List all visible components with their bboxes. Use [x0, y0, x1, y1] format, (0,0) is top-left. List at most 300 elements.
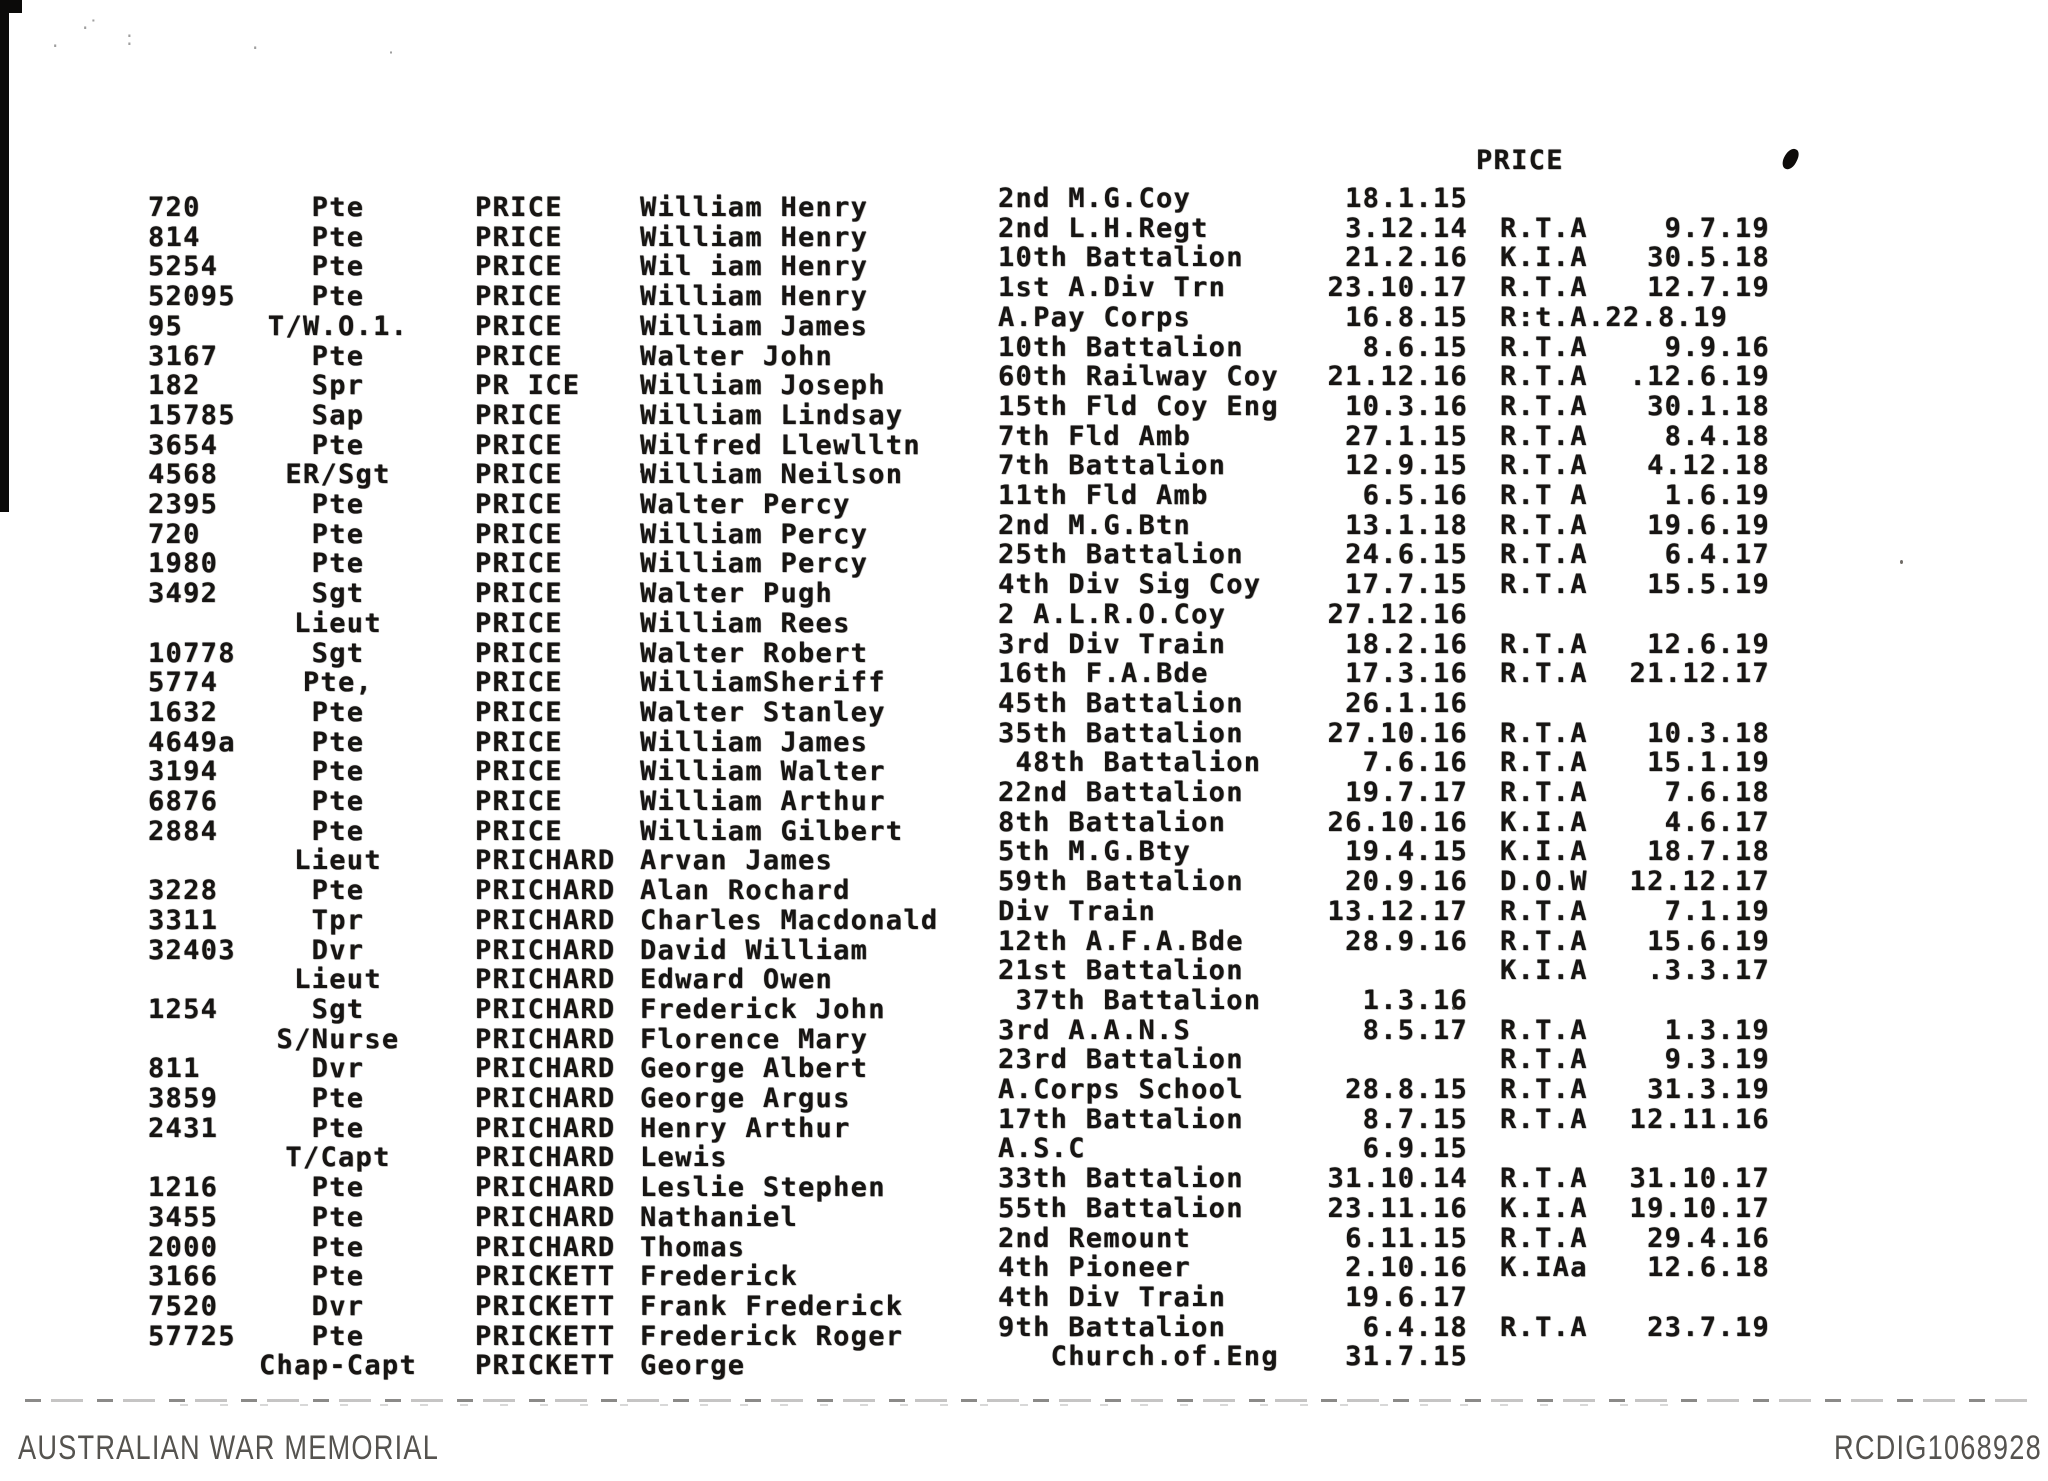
row-service-number: 4649a	[148, 726, 236, 758]
row-unit: 5th M.G.Bty	[998, 836, 1192, 868]
row-rank: Pte	[311, 875, 365, 907]
page-title: PRICE	[1476, 145, 1564, 176]
row-given-names: Lewis	[640, 1142, 728, 1174]
institution-label: AUSTRALIAN WAR MEMORIAL	[18, 1429, 440, 1467]
row-rank: Tpr	[311, 904, 365, 936]
row-embark-date: 6.4.18	[1362, 1311, 1468, 1343]
row-embark-date: 8.6.15	[1362, 331, 1468, 363]
scan-bottom-edge-line	[25, 1399, 2030, 1402]
row-fate-date: 19.6.19	[1647, 509, 1770, 541]
row-fate-date: 18.7.18	[1647, 836, 1770, 868]
scan-edge-corner-mark	[0, 0, 22, 13]
row-surname: PRICE	[475, 696, 563, 728]
row-rank: Dvr	[311, 1053, 365, 1085]
row-fate-date: 31.3.19	[1647, 1074, 1770, 1105]
row-service-number: 5774	[148, 667, 219, 699]
row-embark-date: 21.2.16	[1345, 242, 1468, 274]
row-fate-code: R.T.A	[1500, 628, 1588, 660]
row-surname: PRICE	[475, 310, 563, 342]
row-rank: T/Capt	[285, 1142, 391, 1174]
row-rank: Pte	[311, 281, 365, 313]
row-rank: Pte	[311, 192, 365, 223]
row-embark-date: 13.1.18	[1345, 509, 1468, 541]
row-surname: PRICE	[475, 637, 563, 669]
row-given-names: WilliamSheriff	[640, 667, 886, 699]
row-service-number: 2884	[148, 815, 219, 847]
row-unit: A.Corps School	[998, 1074, 1244, 1105]
row-unit: 23rd Battalion	[998, 1044, 1244, 1076]
row-embark-date: 19.7.17	[1345, 777, 1468, 808]
row-unit: 48th Battalion	[998, 747, 1262, 779]
row-rank: Pte	[311, 786, 365, 817]
row-given-names: William Henry	[640, 221, 869, 253]
row-embark-date: 26.1.16	[1345, 687, 1468, 719]
row-given-names: Henry Arthur	[640, 1112, 851, 1144]
row-fate-date: 1.3.19	[1664, 1014, 1770, 1046]
row-embark-date: 18.1.15	[1345, 183, 1468, 214]
row-surname: PRICHARD	[475, 1172, 616, 1204]
row-surname: PRICHARD	[475, 1112, 616, 1144]
row-service-number: 3228	[148, 875, 219, 907]
scan-bottom-edge-line-faint	[180, 1404, 1680, 1406]
row-rank: Pte	[311, 756, 365, 788]
row-surname: PRICKETT	[475, 1320, 616, 1352]
row-rank: T/W.O.1.	[267, 310, 409, 342]
row-fate-date: 30.5.18	[1647, 242, 1770, 274]
row-unit: 2 A.L.R.O.Coy	[998, 598, 1227, 630]
row-fate-code: R.T.A	[1500, 895, 1588, 927]
row-rank: Pte	[311, 429, 365, 461]
row-fate-code: D.O.W	[1500, 866, 1588, 898]
row-fate-code: R.T.A	[1500, 569, 1588, 601]
row-rank: Lieut	[294, 607, 382, 639]
row-given-names: Nathaniel	[640, 1201, 798, 1233]
row-given-names: Frank Frederick	[640, 1290, 904, 1322]
row-fate-code: K.I.A	[1500, 1192, 1588, 1224]
row-given-names: Thomas	[640, 1231, 746, 1263]
row-rank: Chap-Capt	[259, 1350, 417, 1382]
row-given-names: William Lindsay	[640, 399, 904, 431]
row-rank: Pte	[311, 1320, 365, 1352]
row-fate-date: 8.4.18	[1664, 420, 1770, 452]
row-fate-date: 7.6.18	[1664, 777, 1770, 808]
row-fate-date: 23.7.19	[1647, 1311, 1770, 1343]
table-row	[0, 1341, 2048, 1382]
row-unit: 12th A.F.A.Bde	[998, 925, 1244, 957]
row-surname: PRICE	[475, 756, 563, 788]
row-surname: PRICE	[475, 786, 563, 817]
row-unit: 25th Battalion	[998, 539, 1244, 571]
row-unit: 37th Battalion	[998, 984, 1262, 1016]
row-fate-code: R.T.A	[1500, 539, 1588, 571]
row-given-names: William Henry	[640, 281, 869, 313]
row-service-number: 182	[148, 370, 201, 402]
row-service-number: 1632	[148, 696, 219, 728]
row-unit: 2nd M.G.Btn	[998, 509, 1192, 541]
row-fate-code: R.T.A	[1500, 717, 1588, 749]
row-surname: PRICHARD	[475, 1201, 616, 1233]
row-service-number: 95	[148, 310, 184, 342]
row-given-names: William Gilbert	[640, 815, 904, 847]
row-service-number: 32403	[148, 934, 236, 966]
row-rank: Dvr	[311, 1290, 365, 1322]
pencil-mark: ·	[252, 36, 259, 60]
row-given-names: Frederick Roger	[640, 1320, 904, 1352]
row-service-number: 5254	[148, 251, 219, 283]
row-service-number: 720	[148, 518, 201, 550]
row-unit: 45th Battalion	[998, 687, 1244, 719]
row-given-names: George Argus	[640, 1083, 851, 1114]
row-given-names: Florence Mary	[640, 1023, 869, 1055]
row-embark-date: 27.1.15	[1345, 420, 1468, 452]
row-fate-date: 12.6.19	[1647, 628, 1770, 660]
row-fate-date: 7.1.19	[1664, 895, 1770, 927]
row-service-number: 10778	[148, 637, 236, 669]
row-fate-date: 9.9.16	[1664, 331, 1770, 363]
row-given-names: William Arthur	[640, 786, 886, 817]
row-rank: Sgt	[311, 637, 365, 669]
row-surname: PR ICE	[475, 370, 581, 402]
pencil-mark: :	[126, 26, 133, 50]
row-service-number: 1980	[148, 548, 219, 580]
row-service-number: 52095	[148, 281, 236, 313]
row-unit: Church.of.Eng	[998, 1341, 1279, 1373]
row-given-names: William Percy	[640, 518, 869, 550]
row-rank: Pte,	[302, 667, 374, 699]
row-unit: A.Pay Corps	[998, 301, 1192, 333]
row-unit: Div Train	[998, 895, 1156, 927]
row-fate-code: R.T.A	[1500, 777, 1588, 808]
row-surname: PRICE	[475, 726, 563, 758]
row-given-names: Alan Rochard	[640, 875, 851, 907]
row-given-names: Wilfred Llewlltn	[640, 429, 921, 461]
row-fate-code: R.T A	[1500, 480, 1588, 511]
row-surname: PRICHARD	[475, 1053, 616, 1085]
row-service-number: 3167	[148, 340, 219, 372]
row-rank: Pte	[311, 221, 365, 253]
row-surname: PRICE	[475, 489, 563, 520]
row-rank: Lieut	[294, 845, 382, 877]
row-service-number: 3492	[148, 578, 219, 610]
row-surname: PRICE	[475, 221, 563, 253]
row-rank: ER/Sgt	[285, 459, 391, 491]
row-unit: 17th Battalion	[998, 1103, 1244, 1135]
row-surname: PRICHARD	[475, 1231, 616, 1263]
row-given-names: David William	[640, 934, 869, 966]
row-embark-date: 23.11.16	[1327, 1192, 1468, 1224]
row-rank: Sap	[311, 399, 365, 431]
row-unit: 2nd M.G.Coy	[998, 183, 1192, 214]
row-service-number: 3654	[148, 429, 219, 461]
row-unit: 60th Railway Coy	[998, 361, 1279, 393]
row-unit: 22nd Battalion	[998, 777, 1244, 808]
row-surname: PRICHARD	[475, 934, 616, 966]
row-fate-code: K.IAa	[1500, 1252, 1588, 1284]
row-embark-date: 13.12.17	[1327, 895, 1468, 927]
row-rank: Lieut	[294, 964, 382, 996]
row-unit: 3rd A.A.N.S	[998, 1014, 1192, 1046]
row-fate-date: 12.12.17	[1629, 866, 1770, 898]
row-unit: 4th Pioneer	[998, 1252, 1192, 1284]
row-given-names: William Percy	[640, 548, 869, 580]
row-unit: 2nd L.H.Regt	[998, 212, 1209, 244]
row-surname: PRICE	[475, 548, 563, 580]
row-unit: 3rd Div Train	[998, 628, 1227, 660]
row-embark-date: 7.6.16	[1362, 747, 1468, 779]
row-rank: Pte	[311, 1172, 365, 1204]
row-fate-code: R.T.A	[1500, 361, 1588, 393]
row-given-names: Edward Owen	[640, 964, 834, 996]
row-embark-date: 2.10.16	[1345, 1252, 1468, 1284]
row-fate-code: R.T.A	[1500, 1074, 1588, 1105]
row-service-number: 2000	[148, 1231, 219, 1263]
row-service-number: 2431	[148, 1112, 219, 1144]
row-unit: 2nd Remount	[998, 1222, 1192, 1254]
row-surname: PRICE	[475, 607, 563, 639]
row-surname: PRICE	[475, 518, 563, 550]
row-service-number: 3194	[148, 756, 219, 788]
row-fate-code: R.T.A	[1500, 272, 1588, 304]
row-embark-date: 16.8.15	[1345, 301, 1468, 333]
row-fate-code: R.T.A	[1500, 212, 1588, 244]
row-fate-code: R.T.A	[1500, 1044, 1588, 1076]
row-surname: PRICE	[475, 429, 563, 461]
row-given-names: Wil iam Henry	[640, 251, 869, 283]
row-given-names: George Albert	[640, 1053, 869, 1085]
row-fate-date: 10.3.18	[1647, 717, 1770, 749]
ink-blot-mark	[1780, 146, 1801, 171]
row-unit: 10th Battalion	[998, 331, 1244, 363]
row-given-names: Walter Percy	[640, 489, 851, 520]
row-embark-date: 31.7.15	[1345, 1341, 1468, 1373]
row-fate-code: R.T.A	[1500, 390, 1588, 422]
row-service-number: 3859	[148, 1083, 219, 1114]
row-surname: PRICHARD	[475, 1023, 616, 1055]
row-service-number: 720	[148, 192, 201, 223]
row-service-number: 1216	[148, 1172, 219, 1204]
row-surname: PRICE	[475, 251, 563, 283]
row-service-number: 3311	[148, 904, 219, 936]
row-embark-date: 28.9.16	[1345, 925, 1468, 957]
row-surname: PRICE	[475, 340, 563, 372]
row-embark-date: 19.4.15	[1345, 836, 1468, 868]
pencil-mark: ˙	[386, 48, 396, 72]
row-unit: 21st Battalion	[998, 955, 1244, 987]
row-unit: 10th Battalion	[998, 242, 1244, 274]
row-service-number: 2395	[148, 489, 219, 520]
row-embark-date: 8.7.15	[1362, 1103, 1468, 1135]
row-embark-date: 26.10.16	[1327, 806, 1468, 838]
row-fate-date: 31.10.17	[1629, 1163, 1770, 1195]
row-surname: PRICE	[475, 281, 563, 313]
row-rank: Pte	[311, 1261, 365, 1293]
row-fate-date: 15.5.19	[1647, 569, 1770, 601]
row-fate-code: R.T.A	[1500, 331, 1588, 363]
row-rank: S/Nurse	[276, 1023, 400, 1055]
row-embark-date: 23.10.17	[1327, 272, 1468, 304]
row-fate-date: 29.4.16	[1647, 1222, 1770, 1254]
row-rank: Pte	[311, 251, 365, 283]
row-given-names: William Henry	[640, 192, 869, 223]
row-unit: 8th Battalion	[998, 806, 1227, 838]
row-surname: PRICE	[475, 667, 563, 699]
row-fate-code: R.T.A	[1500, 1163, 1588, 1195]
row-embark-date: 27.10.16	[1327, 717, 1468, 749]
row-embark-date: 24.6.15	[1345, 539, 1468, 571]
row-given-names: Walter Stanley	[640, 696, 886, 728]
row-fate-date: 30.1.18	[1647, 390, 1770, 422]
row-fate-date: 15.6.19	[1647, 925, 1770, 957]
row-service-number: 811	[148, 1053, 201, 1085]
row-rank: Pte	[311, 1083, 365, 1114]
row-service-number: 6876	[148, 786, 219, 817]
row-surname: PRICE	[475, 192, 563, 223]
row-embark-date: 19.6.17	[1345, 1281, 1468, 1313]
row-unit: 35th Battalion	[998, 717, 1244, 749]
row-service-number: 57725	[148, 1320, 236, 1352]
row-rank: Sgt	[311, 993, 365, 1025]
row-surname: PRICE	[475, 459, 563, 491]
row-rank: Pte	[311, 1201, 365, 1233]
row-unit: 16th F.A.Bde	[998, 658, 1209, 690]
row-rank: Pte	[311, 696, 365, 728]
row-rank: Pte	[311, 548, 365, 580]
row-fate-date: .12.6.19	[1629, 361, 1770, 393]
row-surname: PRICE	[475, 578, 563, 610]
row-rank: Pte	[311, 489, 365, 520]
row-embark-date: 17.3.16	[1345, 658, 1468, 690]
row-given-names: Frederick John	[640, 993, 886, 1025]
row-surname: PRICHARD	[475, 1083, 616, 1114]
row-embark-date: 12.9.15	[1345, 450, 1468, 482]
row-rank: Spr	[311, 370, 365, 402]
row-embark-date: 6.9.15	[1362, 1133, 1468, 1165]
row-given-names: Walter Robert	[640, 637, 869, 669]
row-fate-date: 12.11.16	[1629, 1103, 1770, 1135]
row-given-names: Walter Pugh	[640, 578, 834, 610]
row-given-names: William Rees	[640, 607, 851, 639]
row-fate-code: K.I.A	[1500, 955, 1588, 987]
row-given-names: William Joseph	[640, 370, 886, 402]
row-fate-date: 12.7.19	[1647, 272, 1770, 304]
row-surname: PRICKETT	[475, 1261, 616, 1293]
row-service-number: 7520	[148, 1290, 219, 1322]
row-surname: PRICKETT	[475, 1290, 616, 1322]
row-given-names: Charles Macdonald	[640, 904, 939, 936]
row-rank: Sgt	[311, 578, 365, 610]
row-given-names: Arvan James	[640, 845, 834, 877]
row-given-names: George	[640, 1350, 746, 1382]
row-embark-date: 21.12.16	[1327, 361, 1468, 393]
row-embark-date: 10.3.16	[1345, 390, 1468, 422]
row-fate-code: K.I.A	[1500, 242, 1588, 274]
row-unit: 4th Div Train	[998, 1281, 1227, 1313]
row-surname: PRICHARD	[475, 993, 616, 1025]
row-rank: Dvr	[311, 934, 365, 966]
row-embark-date: 6.5.16	[1362, 480, 1468, 511]
row-rank: Pte	[311, 726, 365, 758]
row-embark-date: 31.10.14	[1327, 1163, 1468, 1195]
row-fate-date: 9.7.19	[1664, 212, 1770, 244]
row-unit: 4th Div Sig Coy	[998, 569, 1262, 601]
row-fate-code: R.T.A	[1500, 1311, 1588, 1343]
row-embark-date: 20.9.16	[1345, 866, 1468, 898]
row-service-number: 1254	[148, 993, 219, 1025]
row-fate-code: K.I.A	[1500, 836, 1588, 868]
row-embark-date: 1.3.16	[1362, 984, 1468, 1016]
row-embark-date: 28.8.15	[1345, 1074, 1468, 1105]
row-unit: A.S.C	[998, 1133, 1086, 1165]
row-fate-date: 4.6.17	[1664, 806, 1770, 838]
row-surname: PRICE	[475, 815, 563, 847]
row-given-names: Walter John	[640, 340, 834, 372]
row-rank: Pte	[311, 1112, 365, 1144]
row-service-number: 3166	[148, 1261, 219, 1293]
pencil-mark: ·	[52, 34, 59, 58]
row-rank: Pte	[311, 1231, 365, 1263]
row-fate-code: R:t.A.22.8.19	[1500, 301, 1729, 333]
row-given-names: William James	[640, 726, 869, 758]
row-surname: PRICKETT	[475, 1350, 616, 1382]
row-fate-date: .3.3.17	[1647, 955, 1770, 987]
row-given-names: William Walter	[640, 756, 886, 788]
row-embark-date: 27.12.16	[1327, 598, 1468, 630]
row-surname: PRICHARD	[475, 875, 616, 907]
row-rank: Pte	[311, 340, 365, 372]
row-fate-date: 9.3.19	[1664, 1044, 1770, 1076]
row-fate-code: R.T.A	[1500, 1222, 1588, 1254]
row-surname: PRICE	[475, 399, 563, 431]
row-unit: 15th Fld Coy Eng	[998, 390, 1279, 422]
row-service-number: 4568	[148, 459, 219, 491]
row-fate-date: 21.12.17	[1629, 658, 1770, 690]
row-surname: PRICHARD	[475, 904, 616, 936]
row-fate-date: 6.4.17	[1664, 539, 1770, 571]
row-surname: PRICHARD	[475, 845, 616, 877]
row-fate-code: R.T.A	[1500, 658, 1588, 690]
row-unit: 33th Battalion	[998, 1163, 1244, 1195]
row-unit: 9th Battalion	[998, 1311, 1227, 1343]
row-unit: 7th Fld Amb	[998, 420, 1192, 452]
row-surname: PRICHARD	[475, 1142, 616, 1174]
row-unit: 1st A.Div Trn	[998, 272, 1227, 304]
row-embark-date: 8.5.17	[1362, 1014, 1468, 1046]
row-fate-date: 19.10.17	[1629, 1192, 1770, 1224]
row-fate-date: 1.6.19	[1664, 480, 1770, 511]
row-given-names: William Neilson	[640, 459, 904, 491]
pencil-mark: ·˙	[82, 16, 99, 40]
row-given-names: William James	[640, 310, 869, 342]
row-rank: Pte	[311, 518, 365, 550]
row-unit: 55th Battalion	[998, 1192, 1244, 1224]
row-fate-code: R.T.A	[1500, 747, 1588, 779]
row-service-number: 3455	[148, 1201, 219, 1233]
row-fate-code: R.T.A	[1500, 450, 1588, 482]
row-embark-date: 3.12.14	[1345, 212, 1468, 244]
row-surname: PRICHARD	[475, 964, 616, 996]
row-given-names: Frederick	[640, 1261, 798, 1293]
row-service-number: 15785	[148, 399, 236, 431]
row-unit: 59th Battalion	[998, 866, 1244, 898]
row-fate-code: K.I.A	[1500, 806, 1588, 838]
row-given-names: Leslie Stephen	[640, 1172, 886, 1204]
row-service-number: 814	[148, 221, 201, 253]
row-embark-date: 6.11.15	[1345, 1222, 1468, 1254]
row-fate-code: R.T.A	[1500, 420, 1588, 452]
record-reference-id: RCDIG1068928	[1834, 1429, 2042, 1467]
row-fate-code: R.T.A	[1500, 1103, 1588, 1135]
row-fate-code: R.T.A	[1500, 925, 1588, 957]
